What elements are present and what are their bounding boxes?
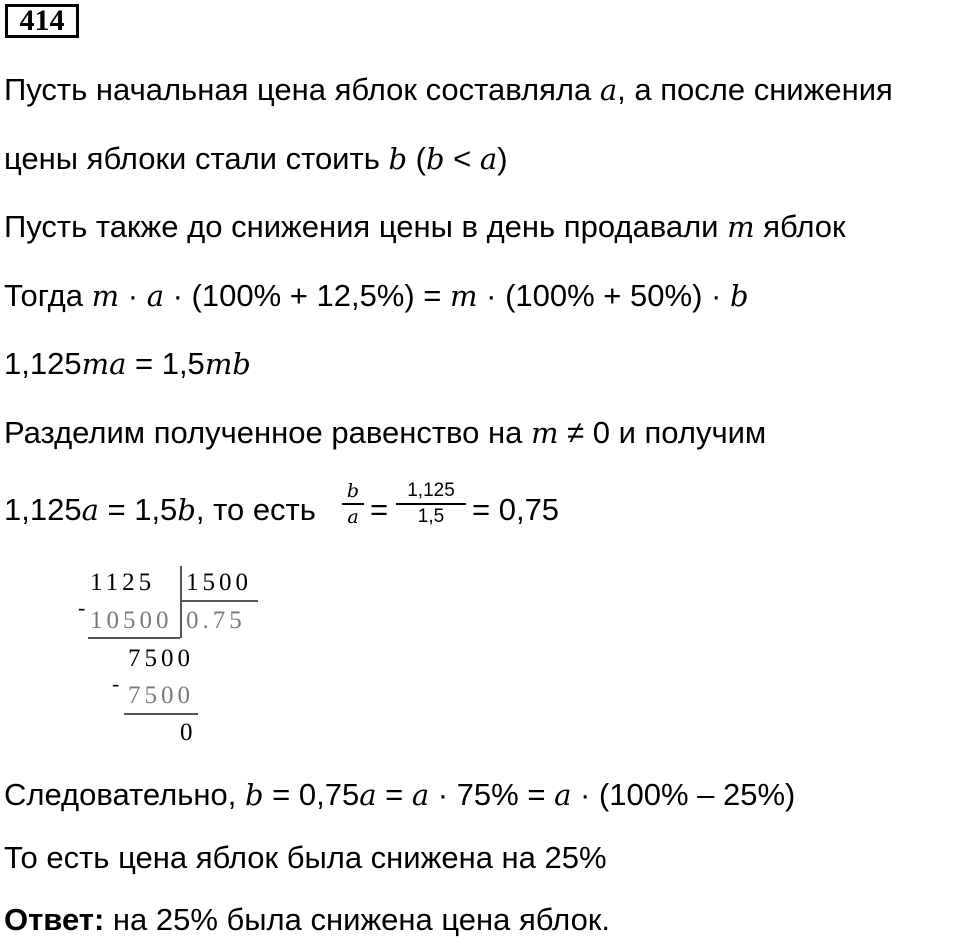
answer-line [4,900,610,940]
line3-text: Пусть также до снижения цены в день продавали [4,209,728,244]
line1-text2: , а после снижения [617,72,893,107]
problem-number: 414 [5,4,79,38]
var-a: a [554,778,572,812]
line7-t1: = 1,5 [98,492,178,527]
line7-t0: 1,125 [4,492,82,527]
ld-dividend: 1125 [90,569,156,596]
ld-rule-2 [124,713,198,715]
line8-t0: Следовательно, [4,777,245,812]
line8-t4: · (100% – 25%) [571,777,796,812]
answer-text: на 25% была снижена цена яблок. [104,902,611,937]
line8-t1: = 0,75 [263,777,360,812]
ld-remainder-1: 7500 [128,645,194,672]
fraction-numerator: 1,125 [407,480,455,501]
line5-t0: 1,125 [4,346,82,381]
line4-t0: Тогда [4,278,92,313]
line6-t1: ≠ 0 и получим [558,415,767,450]
text-line-1 [4,70,893,110]
ld-rule-1 [88,637,180,639]
var-a: a [146,279,164,313]
text-line-9 [4,838,607,878]
ld-minus-1: - [78,595,90,620]
line4-t1: · [119,278,147,313]
line2-text3: < [444,141,480,176]
var-a: a [599,73,618,107]
var-m: m [530,416,559,450]
var-mb: mb [204,347,251,381]
fraction-numerator: b [346,480,360,502]
line6-t0: Разделим полученное равенство на [4,415,531,450]
line2-text2: ( [407,141,426,176]
fraction-denominator: a [347,506,359,528]
equals-sign [370,490,388,530]
ld-vertical-rule [180,566,182,638]
equals-text: = [370,492,389,527]
var-a: a [411,778,430,812]
text-line-7 [4,490,316,530]
text-line-2 [4,139,508,179]
line8-t3: · 75% = [429,777,555,812]
var-m: m [727,210,755,244]
fraction-b-over-a [342,480,364,528]
ld-remainder-2: 0 [180,719,197,746]
var-b: b [729,279,749,313]
ld-subtrahend-1: 10500 [90,607,173,634]
line9-text: То есть цена яблок была снижена на 25% [4,840,607,875]
text-line-6 [4,413,766,453]
line4-t2: · (100% + 12,5%) = [163,278,451,313]
text-line-8 [4,775,795,815]
ld-subtrahend-2: 7500 [128,682,194,709]
var-ma: ma [81,347,127,381]
result-text: = 0,75 [472,492,560,527]
ld-divisor-rule [182,600,258,602]
var-m: m [91,279,120,313]
line2-text4: ) [497,141,508,176]
fraction-bar [342,503,364,505]
line5-t1: = 1,5 [126,346,205,381]
result-075 [472,490,559,530]
fraction-denominator: 1,5 [417,506,445,527]
fraction-bar [396,503,466,505]
line3-text2: яблок [754,209,846,244]
ld-minus-2: - [112,671,124,696]
var-b: b [425,142,445,176]
var-b: b [244,778,264,812]
text-line-3 [4,207,846,247]
line4-t3: · (100% + 50%) · [477,278,730,313]
text-line-5 [4,344,251,384]
fraction-1125-over-15 [396,480,466,528]
ld-divisor: 1500 [186,569,252,596]
line8-t2: = [376,777,412,812]
var-b: b [388,142,408,176]
var-m: m [450,279,478,313]
line1-text: Пусть начальная цена яблок составляла [4,72,600,107]
text-line-4 [4,276,749,316]
var-a: a [479,142,498,176]
answer-label: Ответ: [4,902,105,937]
var-a: a [81,493,99,527]
line2-text: цены яблоки стали стоить [4,141,389,176]
var-b: b [177,493,196,527]
var-a: a [359,778,377,812]
line7-t2: , то есть [195,492,316,527]
ld-quotient: 0.75 [186,607,246,634]
